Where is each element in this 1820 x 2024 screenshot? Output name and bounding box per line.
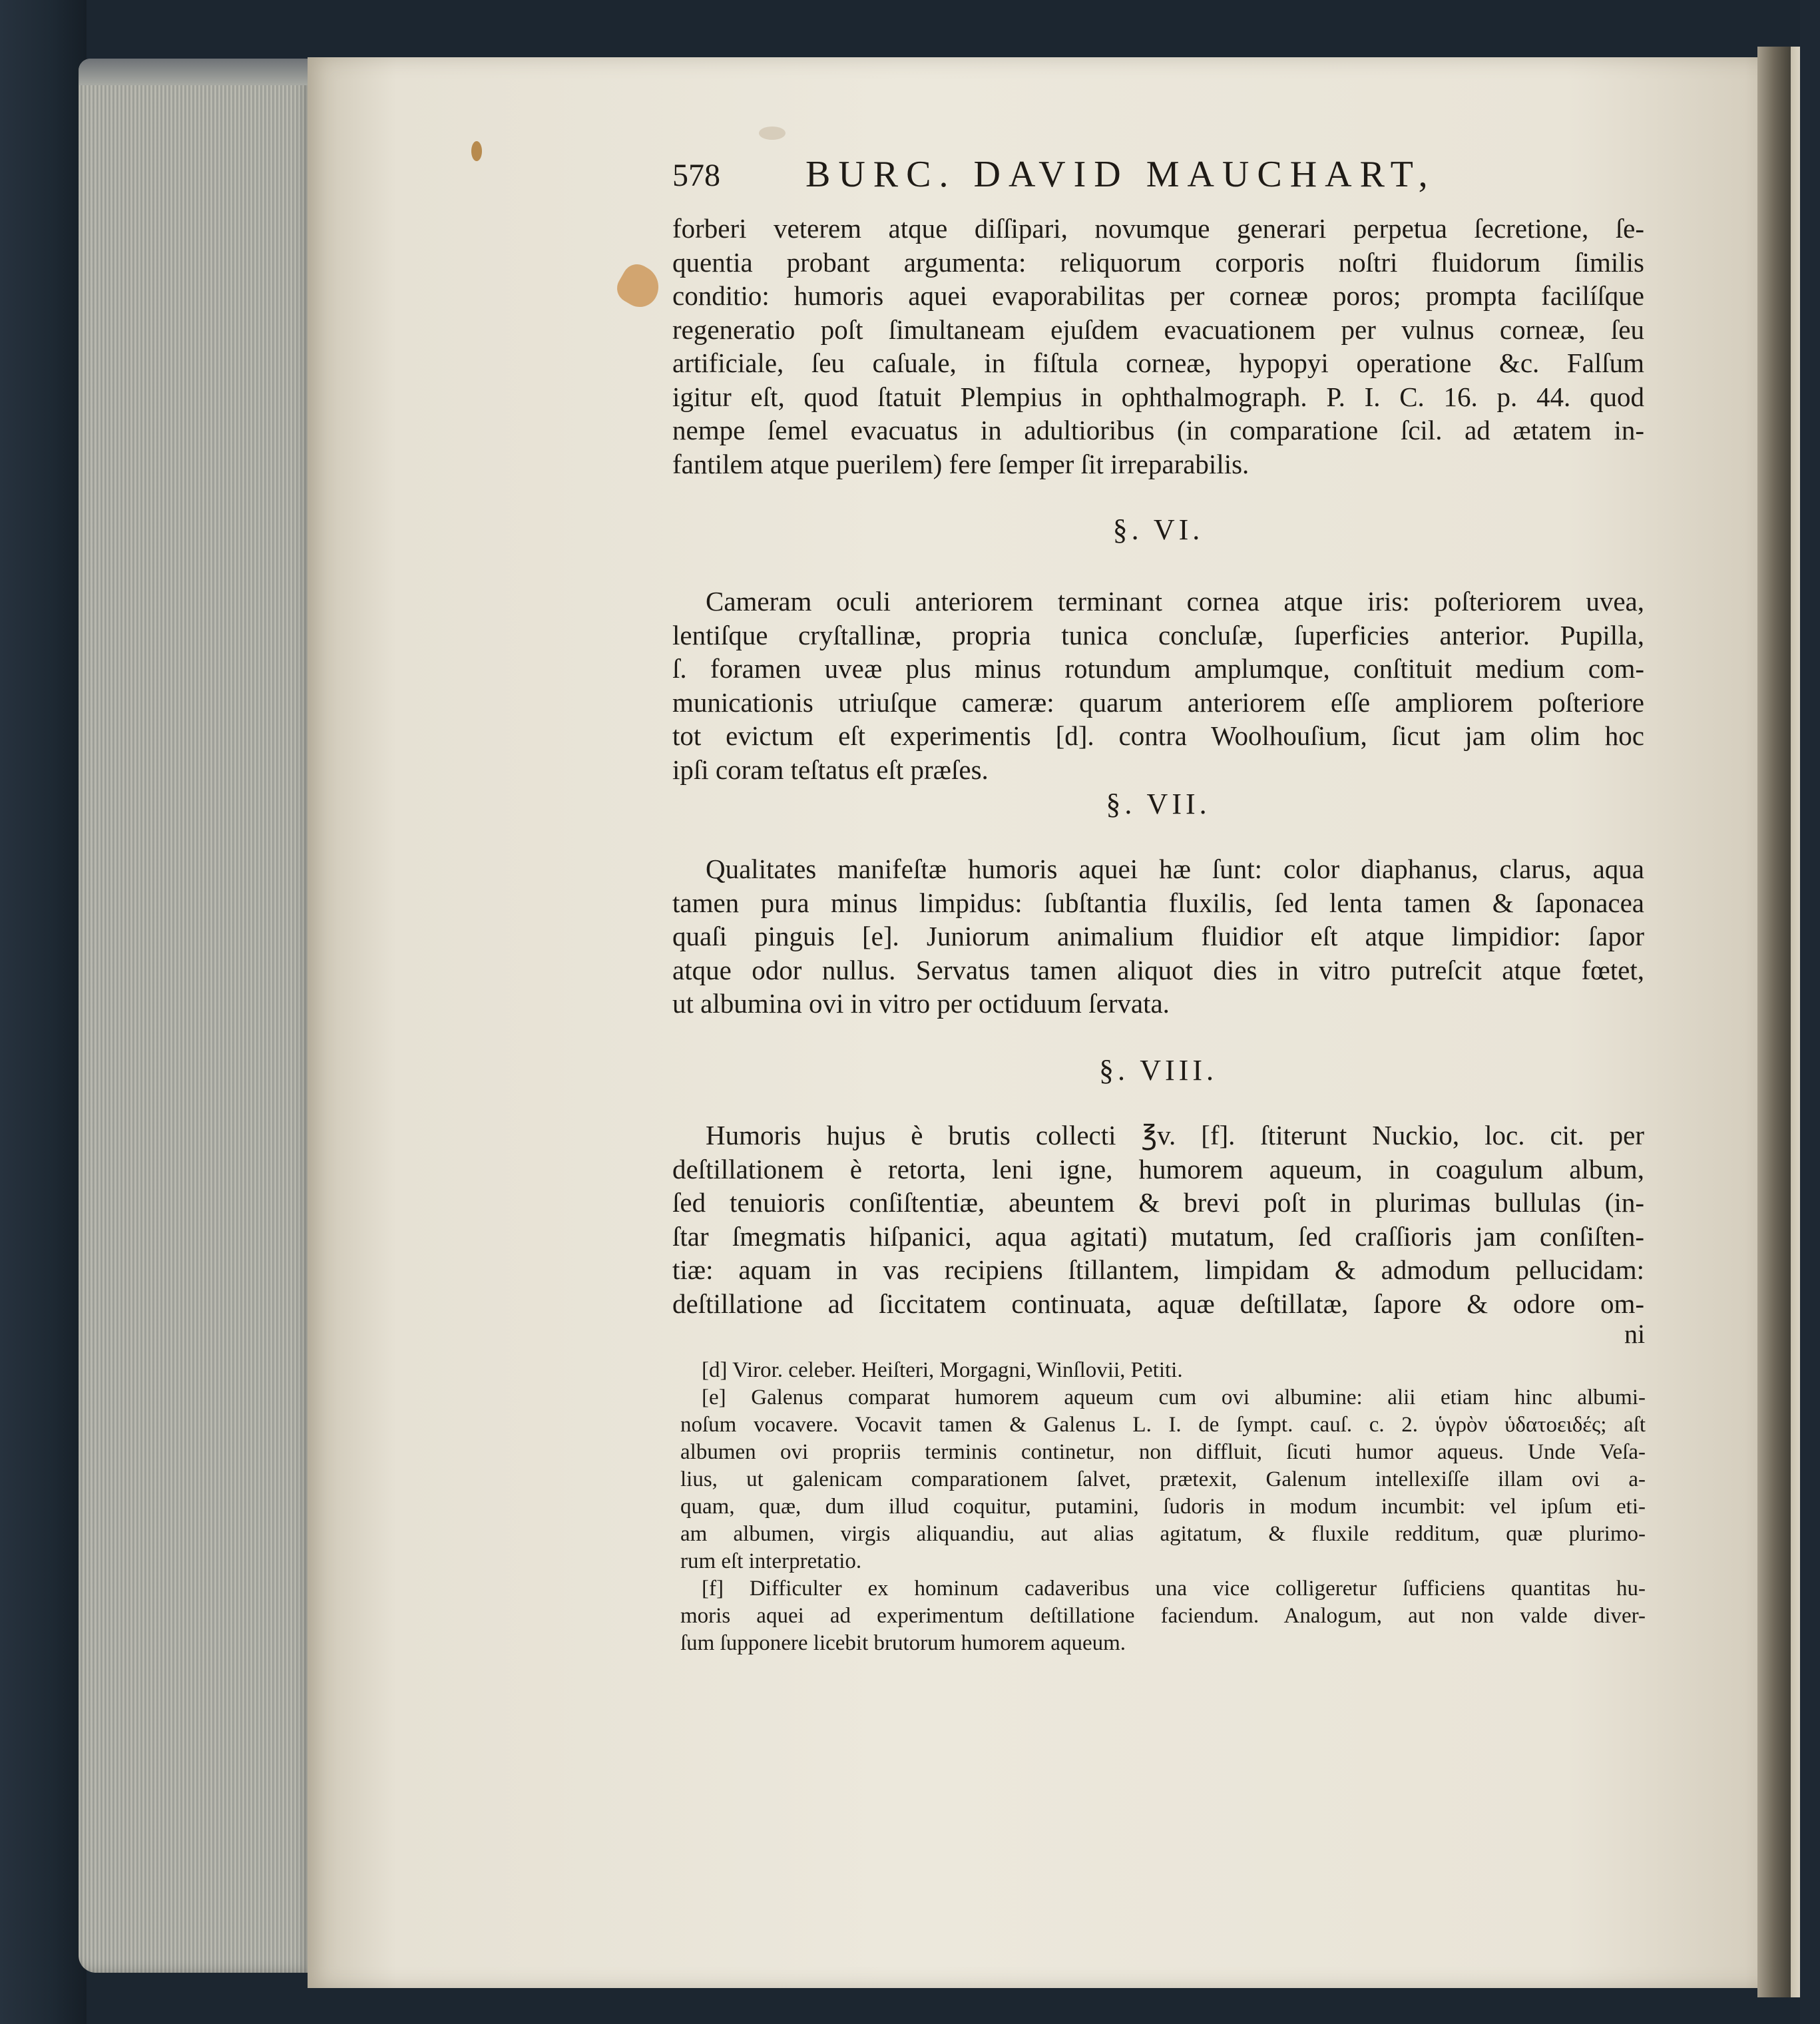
text-line: Humoris hujus è brutis collecti ℥v. [f]. ſtiterunt Nuckio, loc. cit. per xyxy=(706,1120,1644,1150)
paper-stain xyxy=(471,141,482,161)
section-vi-paragraph xyxy=(672,585,1644,786)
running-title: BURC. DAVID MAUCHART, xyxy=(805,154,1436,195)
book-cover-right xyxy=(1800,0,1820,2024)
text-line: atque odor nullus. Servatus tamen aliquot dies in vitro putreſcit atque fœtet, xyxy=(672,954,1644,985)
footnote-line: moris aquei ad experimentum deſtillatione faciendum. Analogum, aut non valde diver- xyxy=(680,1604,1646,1628)
text-line: deſtillationem è retorta, leni igne, humorem aqueum, in coagulum album, xyxy=(672,1153,1644,1184)
running-head xyxy=(672,154,1644,204)
text-line: regeneratio poſt ſimultaneam ejuſdem evacuationem per vulnus corneæ, ſeu xyxy=(672,314,1644,345)
footnotes xyxy=(680,1357,1646,1657)
text-line: Qualitates manifeſtæ humoris aquei hæ ſunt: color diaphanus, clarus, aqua xyxy=(706,854,1644,884)
section-heading-vi: §. VI. xyxy=(1112,513,1204,546)
intro-paragraph xyxy=(672,212,1644,481)
footnote-line: quam, quæ, dum illud coquitur, putamini, ſudoris in modum incumbit: vel ipſum eti- xyxy=(680,1495,1646,1519)
text-line: artificiale, ſeu caſuale, in fiſtula corneæ, hypopyi operatione &c. Falſum xyxy=(672,348,1644,378)
text-line: ſ. foramen uveæ plus minus rotundum amplumque, conſtituit medium com- xyxy=(672,653,1644,684)
text-line: municationis utriuſque cameræ: quarum anteriorem eſſe ampliorem poſteriore xyxy=(672,686,1644,718)
footnote-line: noſum vocavere. Vocavit tamen & Galenus L. I. de ſympt. cauſ. c. 2. ὑγρὸν ὑδατοειδές; aſt xyxy=(680,1413,1646,1437)
page-number: 578 xyxy=(672,158,720,193)
page-block-top-edge xyxy=(79,59,312,85)
text-line: quaſi pinguis [e]. Juniorum animalium fluidior eſt atque limpidior: ſapor xyxy=(672,921,1644,951)
text-line: ſed tenuioris conſiſtentiæ, abeuntem & brevi poſt in plurimas bullulas (in- xyxy=(672,1187,1644,1218)
text-line: lentiſque cryſtallinæ, propria tunica concluſæ, ſuperficies anterior. Pupilla, xyxy=(672,619,1644,650)
footnote-line: albumen ovi propriis terminis continetur, non diffluit, ſicuti humor aqueus. Unde Veſa- xyxy=(680,1440,1646,1464)
text-line: conditio: humoris aquei evaporabilitas per corneæ poros; prompta facilíſque xyxy=(672,280,1644,311)
section-vii-paragraph xyxy=(672,852,1644,1021)
catchword: ni xyxy=(1624,1319,1646,1349)
section-viii-paragraph xyxy=(672,1119,1644,1320)
text-line: tot evictum eſt experimentis [d]. contra Woolhouſium, ſicut jam olim hoc xyxy=(672,720,1644,751)
text-line: fantilem atque puerilem) fere ſemper ſit irreparabilis. xyxy=(672,448,1250,479)
text-line: igitur eſt, quod ſtatuit Plempius in ophthalmograph. P. I. C. 16. p. 44. quod xyxy=(672,381,1644,412)
section-heading-viii: §. VIII. xyxy=(1099,1054,1218,1087)
footnote-line: rum eſt interpretatio. xyxy=(680,1549,862,1573)
section-heading-vii: §. VII. xyxy=(1106,788,1211,820)
text-line: ſtar ſmegmatis hiſpanici, aqua agitati) mutatum, ſed craſſioris jam conſiſten- xyxy=(672,1220,1644,1252)
paper-stain xyxy=(759,126,786,140)
text-line: tamen pura minus limpidus: ſubſtantia fluxilis, ſed lenta tamen & ſaponacea xyxy=(672,887,1644,918)
text-line: Cameram oculi anteriorem terminant cornea atque iris: poſteriorem uvea, xyxy=(706,586,1644,617)
footnote-line: [d] Viror. celeber. Heiſteri, Morgagni, Winſlovii, Petiti. xyxy=(702,1358,1183,1382)
page-block-fore-edge xyxy=(79,59,312,1973)
footnote-line: ſum ſupponere licebit brutorum humorem aqueum. xyxy=(680,1631,1126,1655)
footnote-line: lius, ut galenicam comparationem ſalvet, prætexit, Galenum intellexiſſe illam ovi a- xyxy=(680,1467,1646,1491)
text-line: deſtillatione ad ſiccitatem continuata, aquæ deſtillatæ, ſapore & odore om- xyxy=(672,1288,1644,1319)
text-line: quentia probant argumenta: reliquorum corporis noſtri fluidorum ſimilis xyxy=(672,246,1644,278)
footnote-line: [f] Difficulter ex hominum cadaveribus una vice colligeretur ſufficiens quantitas hu- xyxy=(702,1577,1646,1601)
text-line: forberi veterem atque diſſipari, novumque generari perpetua ſecretione, ſe- xyxy=(672,213,1644,244)
footnote-line: [e] Galenus comparat humorem aqueum cum ovi albumine: alii etiam hinc albumi- xyxy=(702,1386,1646,1409)
book-gutter xyxy=(1757,47,1795,1997)
text-line: ut albumina ovi in vitro per octiduum ſervata. xyxy=(672,988,1170,1019)
text-line: tiæ: aquam in vas recipiens ſtillantem, limpidam & admodum pellucidam: xyxy=(672,1254,1644,1285)
text-line: nempe ſemel evacuatus in adultioribus (in comparatione ſcil. ad ætatem in- xyxy=(672,415,1644,445)
text-line: ipſi coram teſtatus eſt præſes. xyxy=(672,754,989,785)
book-cover-left xyxy=(0,0,87,2024)
footnote-line: am albumen, virgis aliquandiu, aut alias agitatum, & fluxile redditum, quæ plurimo- xyxy=(680,1522,1646,1546)
